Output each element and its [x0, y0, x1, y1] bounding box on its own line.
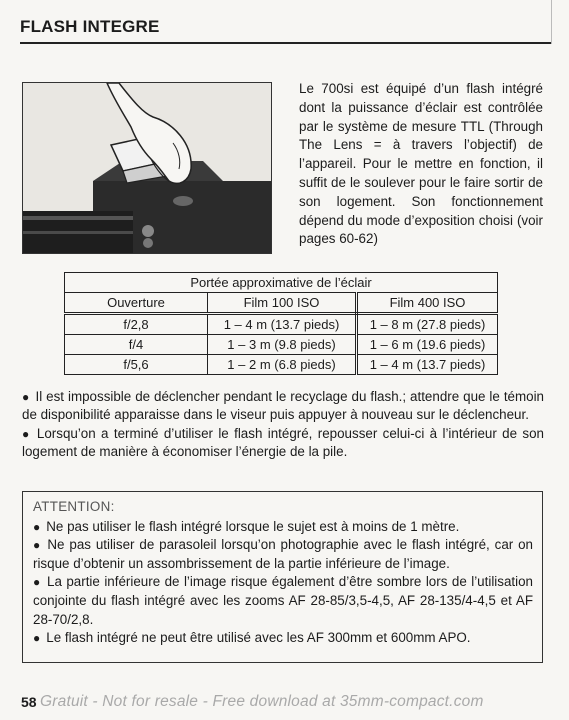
- list-item: [22, 425, 544, 462]
- bullet-icon: ●: [22, 390, 30, 404]
- attention-text: Le flash intégré ne peut être utilisé avec les AF 300mm et 600mm APO.: [46, 630, 471, 646]
- table-cell: 1 – 6 m (19.6 pieds): [357, 335, 498, 355]
- table-row: [65, 335, 498, 355]
- bullet-icon: ●: [33, 575, 41, 590]
- attention-text: La partie inférieure de l’image risque également d’être sombre lors de l’utilisation conjointe du flash intégré avec les zooms AF 28-85/3,5-4,5, AF 28-135/4-4,5 et AF 28-70/2,8.: [33, 574, 534, 627]
- attention-text: Ne pas utiliser le flash intégré lorsque le sujet est à moins de 1 mètre.: [46, 518, 460, 534]
- table-cell: 1 – 4 m (13.7 pieds): [208, 314, 357, 335]
- page-title: FLASH INTEGRE: [20, 17, 160, 36]
- camera-flash-icon: [23, 83, 271, 253]
- list-item: [33, 518, 533, 537]
- table-header: Ouverture: [65, 293, 208, 314]
- list-item: [33, 629, 533, 648]
- bullet-icon: ●: [33, 538, 42, 553]
- table-cell: 1 – 4 m (13.7 pieds): [357, 355, 498, 375]
- table-row: [65, 355, 498, 375]
- table-header-row: [65, 293, 498, 314]
- bullet-icon: ●: [33, 631, 41, 646]
- margin-rule: [551, 0, 552, 44]
- list-item: [22, 388, 544, 425]
- list-item: [33, 573, 533, 629]
- table-cell: 1 – 8 m (27.8 pieds): [357, 314, 498, 335]
- camera-flash-illustration: [22, 82, 272, 254]
- flash-range-table: [64, 272, 498, 375]
- note-text: Il est impossible de déclencher pendant le recyclage du flash.; attendre que le témoin de disponibilité apparaisse dans le viseur puis appuyer à nouveau sur le déclencheur.: [22, 389, 545, 423]
- table-header: Film 100 ISO: [208, 293, 357, 314]
- page-number: 58: [21, 694, 37, 710]
- table-cell: f/4: [65, 335, 208, 355]
- attention-heading: ATTENTION:: [33, 499, 115, 514]
- note-text: Lorsqu’on a terminé d’utiliser le flash intégré, repousser celui-ci à l’intérieur de son logement de manière à économiser l’énergie de la pile.: [22, 425, 544, 460]
- bullet-icon: ●: [33, 519, 41, 534]
- watermark: Gratuit - Not for resale - Free download at 35mm-compact.com: [40, 693, 484, 710]
- intro-paragraph: Le 700si est équipé d’un flash intégré dont la puissance d’éclair est contrôlée par le système de mesure TTL (Through The Lens = à travers l’objectif) de l’appareil. Pour le mettre en fonction, il suffit de le soulever pour le faire sortir de son logement. Son fonctionnement dépend du mode d’exposition choisi (voir pages 60-62): [299, 81, 543, 247]
- bullet-icon: ●: [22, 426, 31, 441]
- table-cell: 1 – 3 m (9.8 pieds): [208, 335, 357, 355]
- table-row: [65, 314, 498, 335]
- list-item: [33, 536, 533, 573]
- table-cell: f/2,8: [65, 314, 208, 335]
- table-header: Film 400 ISO: [357, 293, 498, 314]
- notes-list: [22, 388, 544, 462]
- table-cell: f/5,6: [65, 355, 208, 375]
- attention-box: [22, 491, 543, 663]
- table-caption: Portée approximative de l’éclair: [65, 273, 498, 293]
- title-underline: [20, 42, 551, 44]
- table-cell: 1 – 2 m (6.8 pieds): [208, 355, 357, 375]
- attention-text: Ne pas utiliser de parasoleil lorsqu’on photographie avec le flash intégré, car on risque d’obtenir un assombrissement de la partie inférieure de l’image.: [33, 537, 533, 571]
